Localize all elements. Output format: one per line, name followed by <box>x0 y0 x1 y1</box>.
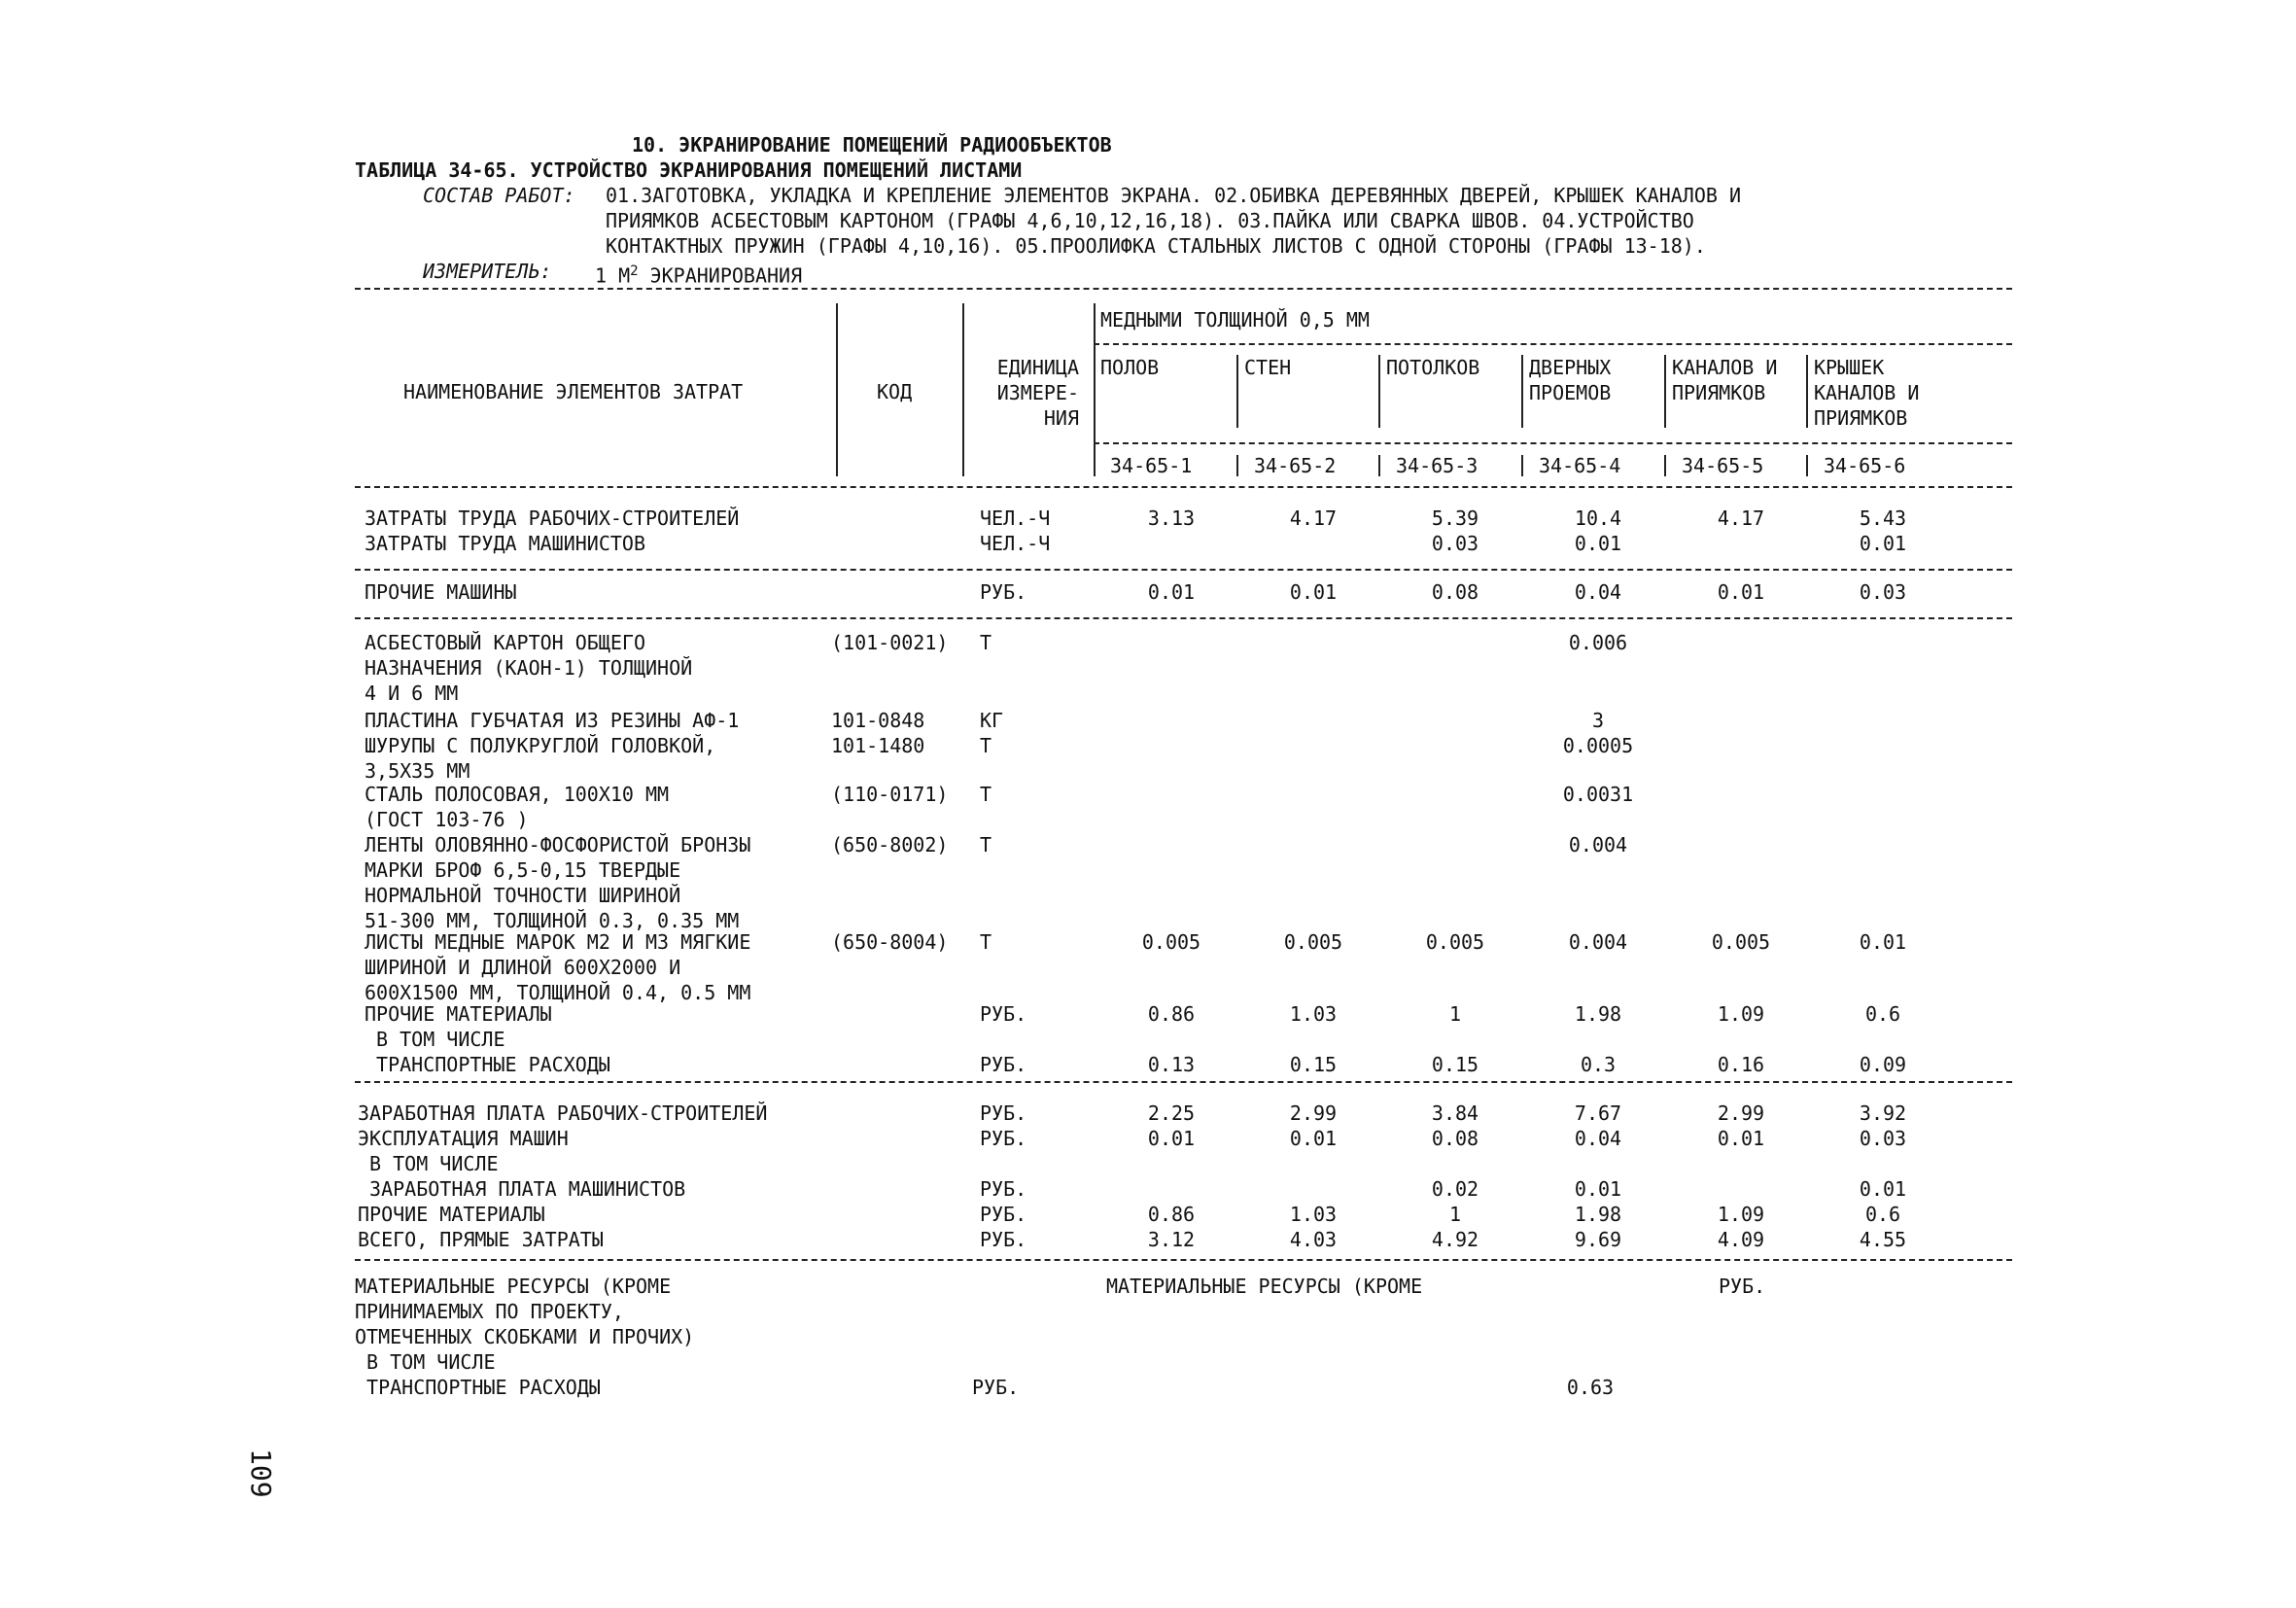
row-name: ШИРИНОЙ И ДЛИНОЙ 600Х2000 И <box>365 956 681 979</box>
row-unit: РУБ. <box>980 1002 1027 1026</box>
row-value: 0.86 <box>1147 1203 1196 1226</box>
row-value: 0.6 <box>1864 1002 1901 1026</box>
transport-value: 0.63 <box>1566 1376 1615 1399</box>
row-unit: РУБ. <box>980 580 1027 604</box>
row-unit: Т <box>980 930 992 954</box>
row-value: 0.005 <box>1141 930 1201 954</box>
name-header: НАИМЕНОВАНИЕ ЭЛЕМЕНТОВ ЗАТРАТ <box>403 380 744 403</box>
col-divider <box>962 303 964 476</box>
col-divider <box>1664 355 1666 428</box>
subheader-code-4: 34-65-4 <box>1539 454 1621 477</box>
row-value: 1.09 <box>1717 1203 1765 1226</box>
row-value: 0.01 <box>1289 1127 1338 1150</box>
row-name: 600Х1500 ММ, ТОЛЩИНОЙ 0.4, 0.5 ММ <box>365 981 751 1004</box>
row-name: ЗАТРАТЫ ТРУДА РАБОЧИХ-СТРОИТЕЛЕЙ <box>365 507 740 530</box>
row-code: (110-0171) <box>831 783 949 806</box>
row-value: 0.01 <box>1859 930 1907 954</box>
subheader-3-line1: ПОТОЛКОВ <box>1386 356 1480 379</box>
row-value: 1 <box>1448 1203 1462 1226</box>
row-name: ЛЕНТЫ ОЛОВЯННО-ФОСФОРИСТОЙ БРОНЗЫ <box>365 833 751 856</box>
mat-line-5: ТРАНСПОРТНЫЕ РАСХОДЫ <box>355 1376 601 1399</box>
unit-header-1: ЕДИНИЦА <box>996 356 1079 379</box>
row-name: ПРОЧИЕ МАТЕРИАЛЫ <box>365 1002 552 1026</box>
row-value: 10.4 <box>1574 507 1622 530</box>
row-name: ШУРУПЫ С ПОЛУКРУГЛОЙ ГОЛОВКОЙ, <box>365 734 716 757</box>
row-value: 3.84 <box>1431 1101 1479 1125</box>
row-value: 0.3 <box>1580 1053 1617 1076</box>
row-name: 3,5Х35 ММ <box>365 759 470 783</box>
row-name: ПРОЧИЕ МАШИНЫ <box>365 580 517 604</box>
subheader-code-2: 34-65-2 <box>1254 454 1337 477</box>
row-value: 0.01 <box>1859 532 1907 555</box>
subheader-4-line1: ДВЕРНЫХ <box>1529 356 1612 379</box>
row-value: 9.69 <box>1574 1228 1622 1251</box>
row-value: 0.005 <box>1425 930 1485 954</box>
row-value: 7.67 <box>1574 1101 1622 1125</box>
row-value: 0.0005 <box>1562 734 1634 757</box>
row-value: 1.98 <box>1574 1203 1622 1226</box>
row-value: 0.005 <box>1711 930 1771 954</box>
row-value: 0.02 <box>1431 1177 1479 1201</box>
subheader-6-line2: КАНАЛОВ И <box>1814 381 1920 404</box>
row-value: 0.6 <box>1864 1203 1901 1226</box>
col-divider <box>1664 455 1666 476</box>
subheader-code-5: 34-65-5 <box>1682 454 1764 477</box>
row-value: 1.09 <box>1717 1002 1765 1026</box>
row-name: ТРАНСПОРТНЫЕ РАСХОДЫ <box>365 1053 610 1076</box>
row-value: 1 <box>1448 1002 1462 1026</box>
col-divider <box>1378 355 1380 428</box>
subheader-5-line2: ПРИЯМКОВ <box>1672 381 1766 404</box>
row-name: ЭКСПЛУАТАЦИЯ МАШИН <box>358 1127 569 1150</box>
col-divider <box>1806 355 1808 428</box>
transport-unit: РУБ. <box>972 1376 1020 1399</box>
mat-unit-right: РУБ. <box>1719 1275 1766 1298</box>
row-value: 4.92 <box>1431 1228 1479 1251</box>
row-value: 0.004 <box>1568 930 1628 954</box>
row-value: 5.43 <box>1859 507 1907 530</box>
group-header: МЕДНЫМИ ТОЛЩИНОЙ 0,5 ММ <box>1100 308 1370 332</box>
meter-label: ИЗМЕРИТЕЛЬ: <box>423 260 552 283</box>
row-name: В ТОМ ЧИСЛЕ <box>365 1028 505 1051</box>
page-number: 109 <box>245 1449 277 1498</box>
row-value: 0.006 <box>1568 631 1628 654</box>
col-divider <box>1094 303 1096 476</box>
row-value: 3 <box>1591 709 1605 732</box>
row-value: 0.16 <box>1717 1053 1765 1076</box>
mat-line-2: ПРИНИМАЕМЫХ ПО ПРОЕКТУ, <box>355 1300 624 1323</box>
subheader-6-line1: КРЫШЕК <box>1814 356 1885 379</box>
col-divider <box>1236 355 1238 428</box>
row-unit: Т <box>980 631 992 654</box>
mat-line-4: В ТОМ ЧИСЛЕ <box>355 1350 496 1374</box>
row-name: (ГОСТ 103-76 ) <box>365 808 529 831</box>
rule-group <box>1094 343 2012 345</box>
rule-top <box>355 288 2012 290</box>
row-value: 0.0031 <box>1562 783 1634 806</box>
mat-mid: МАТЕРИАЛЬНЫЕ РЕСУРСЫ (КРОМЕ <box>1106 1275 1423 1298</box>
works-line-1: 01.ЗАГОТОВКА, УКЛАДКА И КРЕПЛЕНИЕ ЭЛЕМЕНТОВ ЭКРАНА. 02.ОБИВКА ДЕРЕВЯННЫХ ДВЕРЕЙ, КРЫШЕК КАНАЛОВ И <box>606 184 1741 207</box>
row-value: 0.09 <box>1859 1053 1907 1076</box>
row-name: АСБЕСТОВЫЙ КАРТОН ОБЩЕГО <box>365 631 645 654</box>
row-code: (650-8004) <box>831 930 949 954</box>
row-name: ЛИСТЫ МЕДНЫЕ МАРОК М2 И М3 МЯГКИЕ <box>365 930 751 954</box>
row-value: 0.01 <box>1717 1127 1765 1150</box>
row-code: (101-0021) <box>831 631 949 654</box>
row-value: 0.13 <box>1147 1053 1196 1076</box>
row-value: 3.13 <box>1147 507 1196 530</box>
row-value: 0.01 <box>1574 532 1622 555</box>
row-value: 3.92 <box>1859 1101 1907 1125</box>
row-name: ЗАРАБОТНАЯ ПЛАТА РАБОЧИХ-СТРОИТЕЛЕЙ <box>358 1101 768 1125</box>
row-unit: РУБ. <box>980 1177 1027 1201</box>
row-value: 0.86 <box>1147 1002 1196 1026</box>
subheader-4-line2: ПРОЕМОВ <box>1529 381 1612 404</box>
row-value: 0.01 <box>1574 1177 1622 1201</box>
row-value: 1.98 <box>1574 1002 1622 1026</box>
row-value: 0.01 <box>1859 1177 1907 1201</box>
row-code: 101-0848 <box>831 709 925 732</box>
rule-section <box>355 617 2012 619</box>
col-divider <box>1806 455 1808 476</box>
row-unit: Т <box>980 734 992 757</box>
row-name: МАРКИ БРОФ 6,5-0,15 ТВЕРДЫЕ <box>365 858 681 882</box>
row-value: 4.17 <box>1717 507 1765 530</box>
col-divider <box>1378 455 1380 476</box>
row-name: ЗАТРАТЫ ТРУДА МАШИНИСТОВ <box>365 532 645 555</box>
row-value: 0.03 <box>1859 1127 1907 1150</box>
row-value: 4.17 <box>1289 507 1338 530</box>
row-unit: РУБ. <box>980 1101 1027 1125</box>
rule-sub <box>1094 442 2012 444</box>
row-value: 0.15 <box>1289 1053 1338 1076</box>
row-code: 101-1480 <box>831 734 925 757</box>
row-value: 0.04 <box>1574 1127 1622 1150</box>
row-name: НАЗНАЧЕНИЯ (КАОН-1) ТОЛЩИНОЙ <box>365 656 693 680</box>
row-value: 0.01 <box>1717 580 1765 604</box>
row-value: 0.01 <box>1147 580 1196 604</box>
mat-line-1: МАТЕРИАЛЬНЫЕ РЕСУРСЫ (КРОМЕ <box>355 1275 672 1298</box>
rule-header-bottom <box>355 486 2012 488</box>
row-value: 0.005 <box>1283 930 1343 954</box>
row-name: НОРМАЛЬНОЙ ТОЧНОСТИ ШИРИНОЙ <box>365 884 681 907</box>
row-unit: ЧЕЛ.-Ч <box>980 532 1051 555</box>
row-unit: РУБ. <box>980 1127 1027 1150</box>
row-name: ПЛАСТИНА ГУБЧАТАЯ ИЗ РЕЗИНЫ АФ-1 <box>365 709 740 732</box>
row-unit: КГ <box>980 709 1004 732</box>
row-value: 0.15 <box>1431 1053 1479 1076</box>
row-value: 3.12 <box>1147 1228 1196 1251</box>
subheader-code-3: 34-65-3 <box>1396 454 1478 477</box>
row-value: 5.39 <box>1431 507 1479 530</box>
row-name: ВСЕГО, ПРЯМЫЕ ЗАТРАТЫ <box>358 1228 604 1251</box>
row-unit: РУБ. <box>980 1203 1027 1226</box>
row-unit: ЧЕЛ.-Ч <box>980 507 1051 530</box>
col-divider <box>1521 355 1523 428</box>
row-code: (650-8002) <box>831 833 949 856</box>
row-unit: Т <box>980 833 992 856</box>
works-line-2: ПРИЯМКОВ АСБЕСТОВЫМ КАРТОНОМ (ГРАФЫ 4,6,10,12,16,18). 03.ПАЙКА ИЛИ СВАРКА ШВОВ. 04.УСТРОЙСТВО <box>606 209 1694 232</box>
row-value: 0.03 <box>1859 580 1907 604</box>
section-title: 10. ЭКРАНИРОВАНИЕ ПОМЕЩЕНИЙ РАДИООБЪЕКТОВ <box>632 133 1112 157</box>
works-line-3: КОНТАКТНЫХ ПРУЖИН (ГРАФЫ 4,10,16). 05.ПРООЛИФКА СТАЛЬНЫХ ЛИСТОВ С ОДНОЙ СТОРОНЫ (ГРАФЫ 13-18). <box>606 234 1706 258</box>
unit-header-3: НИЯ <box>1043 406 1079 430</box>
col-divider <box>1236 455 1238 476</box>
row-value: 0.08 <box>1431 1127 1479 1150</box>
meter-value: 1 $М^2$ ЭКРАНИРОВАНИЯ <box>595 263 803 288</box>
row-value: 2.99 <box>1717 1101 1765 1125</box>
row-value: 4.55 <box>1859 1228 1907 1251</box>
row-value: 0.01 <box>1289 580 1338 604</box>
row-value: 0.03 <box>1431 532 1479 555</box>
subheader-code-1: 34-65-1 <box>1110 454 1193 477</box>
mat-line-3: ОТМЕЧЕННЫХ СКОБКАМИ И ПРОЧИХ) <box>355 1325 695 1348</box>
row-value: 1.03 <box>1289 1203 1338 1226</box>
col-divider <box>836 303 838 476</box>
row-name: 51-300 ММ, ТОЛЩИНОЙ 0.3, 0.35 ММ <box>365 909 740 932</box>
row-value: 0.08 <box>1431 580 1479 604</box>
row-value: 0.004 <box>1568 833 1628 856</box>
subheader-5-line1: КАНАЛОВ И <box>1672 356 1778 379</box>
unit-header-2: ИЗМЕРЕ- <box>996 381 1079 404</box>
rule-section <box>355 569 2012 571</box>
subheader-code-6: 34-65-6 <box>1824 454 1906 477</box>
row-value: 4.03 <box>1289 1228 1338 1251</box>
subheader-2-line1: СТЕН <box>1244 356 1292 379</box>
code-header: КОД <box>877 380 913 403</box>
row-unit: РУБ. <box>980 1053 1027 1076</box>
row-value: 1.03 <box>1289 1002 1338 1026</box>
row-name: 4 И 6 ММ <box>365 682 459 705</box>
rule-section <box>355 1081 2012 1083</box>
works-label: СОСТАВ РАБОТ: <box>423 184 575 207</box>
rule-section <box>355 1259 2012 1261</box>
row-name: ЗАРАБОТНАЯ ПЛАТА МАШИНИСТОВ <box>358 1177 686 1201</box>
row-unit: РУБ. <box>980 1228 1027 1251</box>
col-divider <box>1521 455 1523 476</box>
row-name: ПРОЧИЕ МАТЕРИАЛЫ <box>358 1203 545 1226</box>
row-value: 4.09 <box>1717 1228 1765 1251</box>
row-name: СТАЛЬ ПОЛОСОВАЯ, 100Х10 ММ <box>365 783 670 806</box>
row-value: 2.99 <box>1289 1101 1338 1125</box>
subheader-6-line3: ПРИЯМКОВ <box>1814 406 1908 430</box>
table-title: ТАБЛИЦА 34-65. УСТРОЙСТВО ЭКРАНИРОВАНИЯ ПОМЕЩЕНИЙ ЛИСТАМИ <box>355 158 1023 182</box>
subheader-1-line1: ПОЛОВ <box>1100 356 1160 379</box>
row-value: 0.04 <box>1574 580 1622 604</box>
row-value: 0.01 <box>1147 1127 1196 1150</box>
row-name: В ТОМ ЧИСЛЕ <box>358 1152 499 1175</box>
row-value: 2.25 <box>1147 1101 1196 1125</box>
row-unit: Т <box>980 783 992 806</box>
